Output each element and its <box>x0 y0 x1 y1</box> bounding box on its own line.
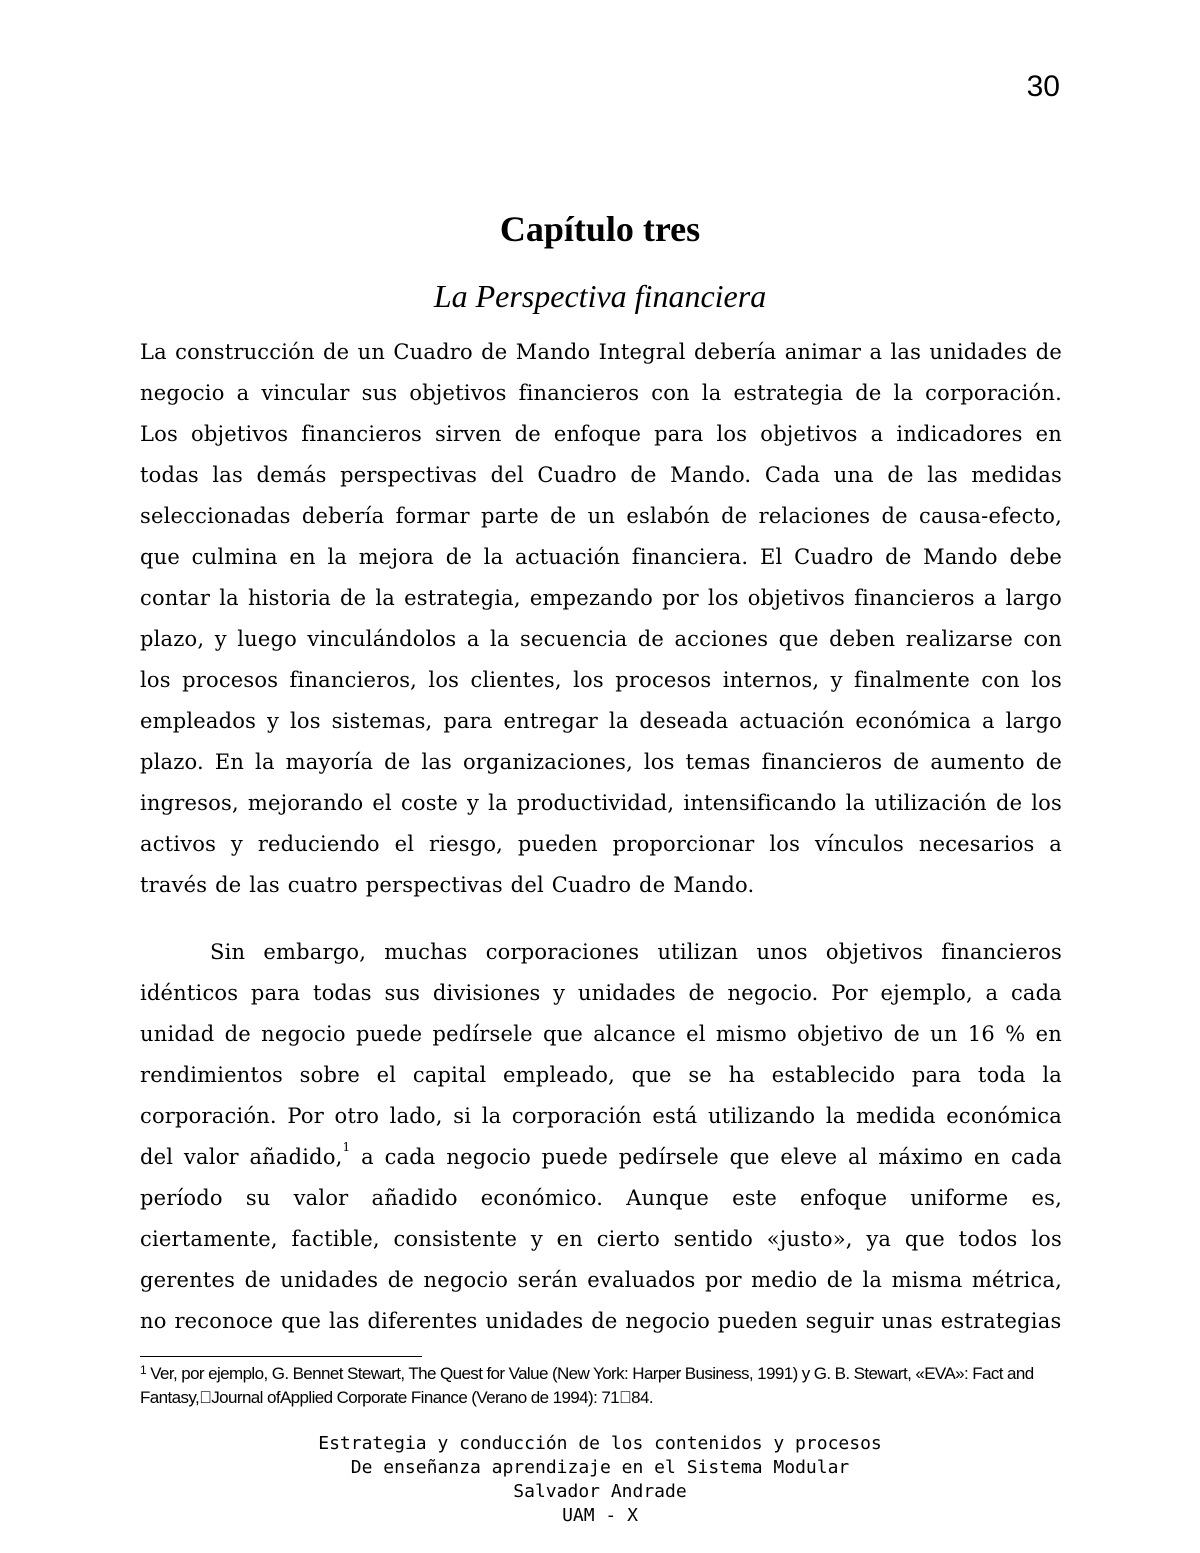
footer-line-3: Salvador Andrade <box>513 1481 687 1502</box>
footer-line-2: De enseñanza aprendizaje en el Sistema Modular <box>350 1457 850 1478</box>
chapter-title: Capítulo tres <box>499 209 701 249</box>
chapter-subtitle: La Perspectiva financiera <box>433 278 767 314</box>
body-paragraph-2-part-2: a cada negocio puede pedírsele que eleve al máximo en cada período su valor añadido económico. Aunque este enfoque uniforme es, ciertamente, factible, consistente y en cierto sentido «justo», ya que todos los gerentes de unidades de negocio serán evaluados por medio de la misma métrica, no reconoce que las diferentes unidades de negocio pueden seguir unas estrategias <box>140 1145 1062 1333</box>
footnote <box>140 1362 1062 1410</box>
body-paragraph-2 <box>140 932 1062 1342</box>
page-number: 30 <box>1026 70 1060 103</box>
footer-line-1: Estrategia y conducción de los contenidos y procesos <box>318 1433 882 1454</box>
body-paragraph-2-part-1: Sin embargo, muchas corporaciones utilizan unos objetivos financieros idénticos para todas sus divisiones y unidades de negocio. Por ejemplo, a cada unidad de negocio puede pedírsele que alcance el mismo objetivo de un 16 % en rendimientos sobre el capital empleado, que se ha establecido para toda la corporación. Por otro lado, si la corporación está utilizando la medida económica del valor añadido, <box>140 940 1062 1169</box>
footnote-text: Ver, por ejemplo, G. Bennet Stewart, The Quest for Value (New York: Harper Business, 1991) y G. B. Stewart, «EVA»: Fact and Fantasy, Journal ofApplied Corporate Finance (Verano de 1994): 71 84. <box>140 1364 1034 1407</box>
footnote-mark: 1 <box>140 1363 147 1377</box>
footer-line-4: UAM - X <box>562 1505 638 1526</box>
body-paragraph-1: La construcción de un Cuadro de Mando Integral debería animar a las unidades de negocio a vincular sus objetivos financieros con la estrategia de la corporación. Los objetivos financieros sirven de enfoque para los objetivos a indicadores en todas las demás perspectivas del Cuadro de Mando. Cada una de las medidas seleccionadas debería formar parte de un eslabón de relaciones de causa-efecto, que culmina en la mejora de la actuación financiera. El Cuadro de Mando debe contar la historia de la estrategia, empezando por los objetivos financieros a largo plazo, y luego vinculándolos a la secuencia de acciones que deben realizarse con los procesos financieros, los clientes, los procesos internos, y finalmente con los empleados y los sistemas, para entregar la deseada actuación económica a largo plazo. En la mayoría de las organizaciones, los temas financieros de aumento de ingresos, mejorando el coste y la productividad, intensificando la utilización de los activos y reduciendo el riesgo, pueden proporcionar los vínculos necesarios a través de las cuatro perspectivas del Cuadro de Mando. <box>140 340 1062 897</box>
page-footer <box>0 1432 1200 1528</box>
footnote-reference: 1 <box>342 1140 351 1154</box>
footnote-divider <box>140 1356 422 1357</box>
